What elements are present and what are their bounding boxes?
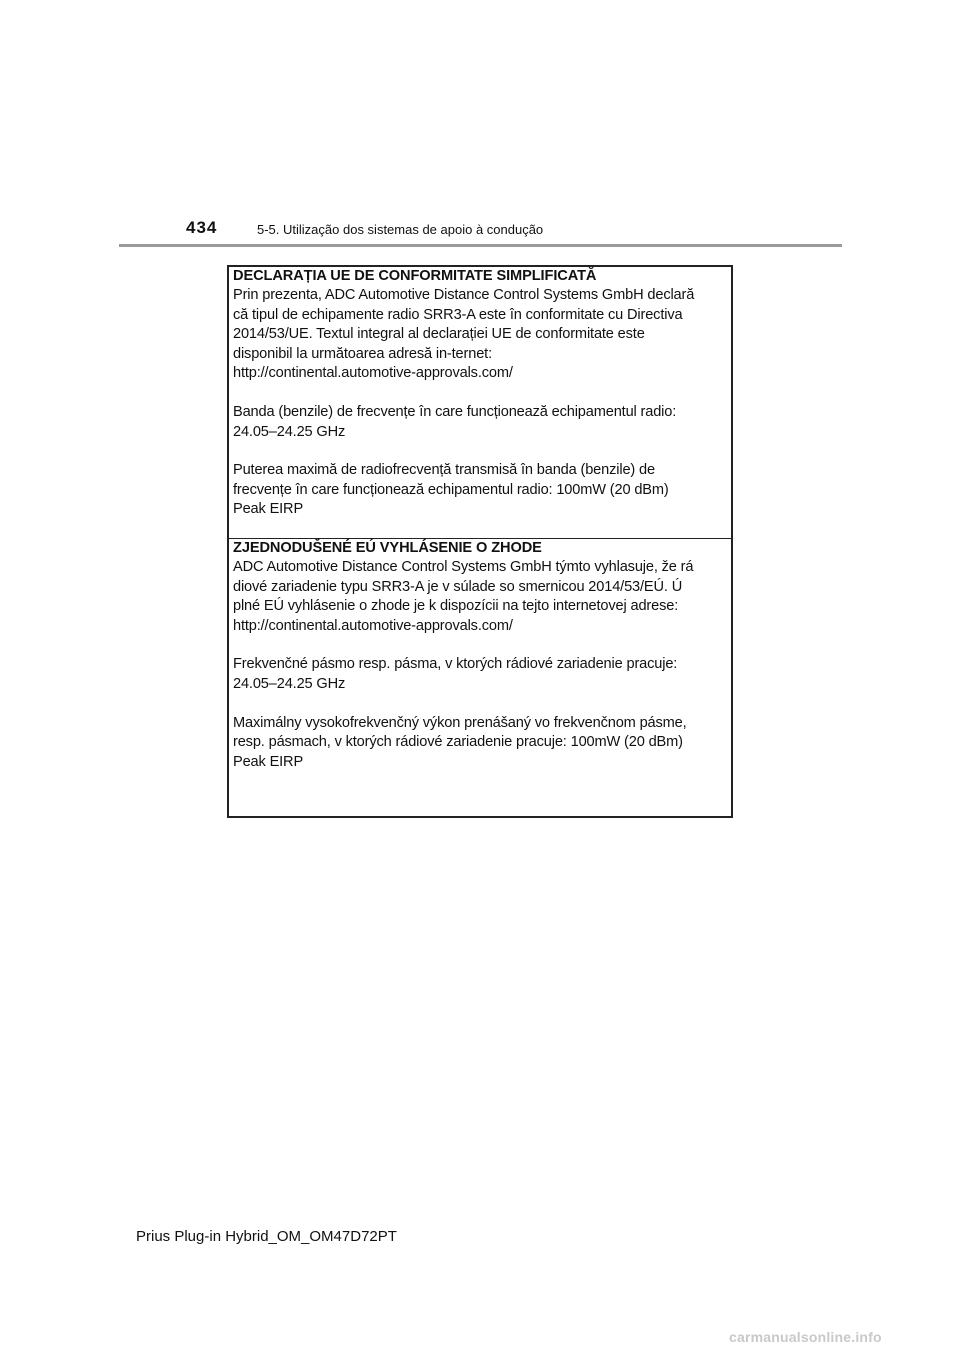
section-title: 5-5. Utilização dos sistemas de apoio à condução: [257, 222, 544, 237]
max-power-ro: Puterea maximă de radiofrecvență transmisă în banda (benzile) de frecvențe în care funcționează echipamentul radio: 100mW (20 dBm) Peak EIRP: [233, 462, 669, 518]
page-number: 434: [186, 218, 218, 237]
declaration-heading-sk: ZJEDNODUŠENÉ EÚ VYHLÁSENIE O ZHODE: [233, 540, 542, 556]
header-divider: [119, 244, 842, 247]
max-power-sk: Maximálny vysokofrekvenčný výkon prenášaný vo frekvenčnom pásme, resp. pásmach, v ktorých rádiové zariadenie pracuje: 100mW (20 dBm) Peak EIRP: [233, 714, 687, 770]
footer-model-code: Prius Plug-in Hybrid_OM_OM47D72PT: [136, 1228, 397, 1245]
declaration-box: [227, 265, 733, 818]
declaration-text-ro: Prin prezenta, ADC Automotive Distance Control Systems GmbH declară că tipul de echipamente radio SRR3-A este în conformitate cu Directiva 2014/53/UE. Textul integral al declarației UE de conformitate este disponibil la următoarea adresă in-ternet: http://continental.automotive-approvals.com/: [233, 287, 695, 382]
page-header: [186, 214, 886, 242]
declaration-romanian: [229, 267, 731, 539]
frequency-band-ro: Banda (benzile) de frecvențe în care funcționează echipamentul radio: 24.05–24.25 GHz: [233, 403, 677, 440]
declaration-slovak: [229, 539, 731, 816]
frequency-band-sk: Frekvenčné pásmo resp. pásma, v ktorých rádiové zariadenie pracuje: 24.05–24.25 GHz: [233, 656, 678, 692]
watermark: carmanualsonline.info: [729, 1329, 882, 1345]
declaration-heading-ro: DECLARAȚIA UE DE CONFORMITATE SIMPLIFICATĂ: [233, 268, 597, 284]
declaration-text-sk: ADC Automotive Distance Control Systems GmbH týmto vyhlasuje, že rá diové zariadenie typu SRR3-A je v súlade so smernicou 2014/53/EÚ. Ú plné EÚ vyhlásenie o zhode je k dispozícii na tejto internetovej adrese: http://continental.automotive-approvals.com/: [233, 559, 694, 634]
